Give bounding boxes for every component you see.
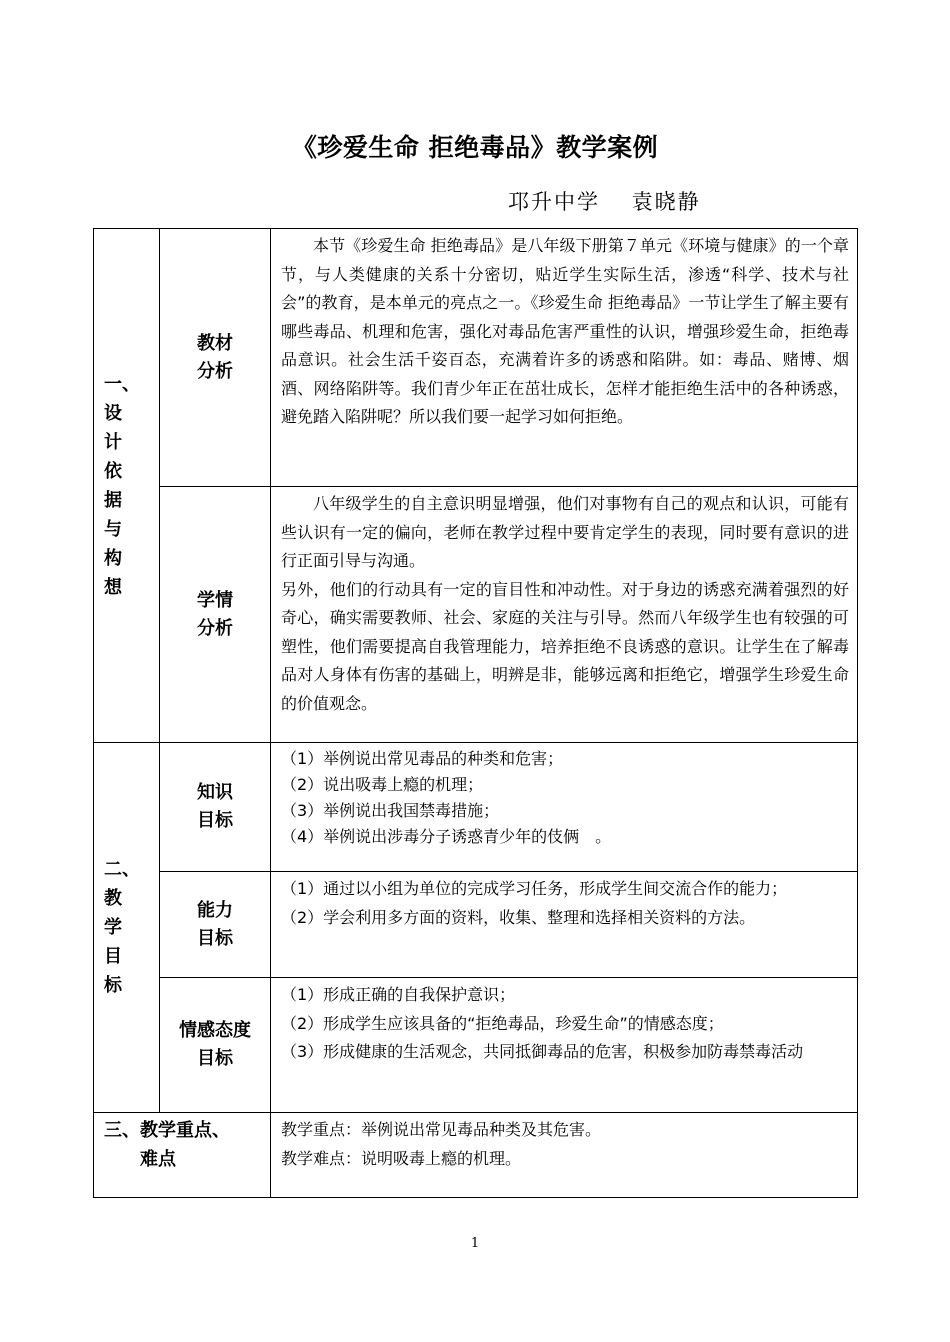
section-1-label: 一、 设 计 依 据 与 构 想 (94, 229, 160, 743)
page-number: 1 (470, 1236, 480, 1251)
key-points-content (271, 1113, 858, 1198)
ability-goals-content (271, 872, 858, 978)
table-row (94, 872, 858, 978)
section-2-label: 二、 教 学 目 标 (94, 743, 160, 1113)
row-label-attitude-goals: 情感态度 目标 (160, 978, 271, 1113)
row-label-student-analysis: 学情 分析 (160, 487, 271, 743)
list-item: （2）形成学生应该具备的“拒绝毒品，珍爱生命”的情感态度； (281, 1013, 724, 1033)
table-row (94, 743, 858, 872)
list-item: （2）学会利用多方面的资料，收集、整理和选择相关资料的方法。 (281, 907, 756, 927)
knowledge-goals-content (271, 743, 858, 872)
table-row (94, 1113, 858, 1198)
list-item: 教学重点：举例说出常见毒品种类及其危害。 (281, 1120, 602, 1139)
table-row (94, 487, 858, 743)
list-item: （3）形成健康的生活观念，共同抵御毒品的危害，积极参加防毒禁毒活动 (281, 1042, 804, 1061)
paragraph: 八年级学生的自主意识明显增强，他们对事物有自己的观点和认识，可能有些认识有一定的偏向，老师在教学过程中要肯定学生的表现，同时要有意识的进行正面引导与沟通。 (281, 494, 849, 570)
table-row (94, 229, 858, 487)
row-label-textbook-analysis: 教材 分析 (160, 229, 271, 487)
row-label-ability-goals: 能力 目标 (160, 872, 271, 978)
list-item: 教学难点：说明吸毒上瘾的机理。 (281, 1148, 522, 1168)
document-title: 《珍爱生命 拒绝毒品》教学案例 (291, 133, 659, 162)
list-item: （1）通过以小组为单位的完成学习任务，形成学生间交流合作的能力； (281, 879, 788, 898)
paragraph: 另外，他们的行动具有一定的盲目性和冲动性。对于身边的诱惑充满着强烈的好奇心，确实需要教师、社会、家庭的关注与引导。然而八年级学生也有较强的可塑性，他们需要提高自我管理能力，培养拒绝不良诱惑的意识。让学生在了解毒品对人身体有伤害的基础上，明辨是非，能够远离和拒绝它，增强学生珍爱生命的价值观念。 (281, 579, 849, 713)
table-row (94, 978, 858, 1113)
textbook-analysis-content (271, 229, 858, 487)
list-item: （3）举例说出我国禁毒措施； (281, 801, 500, 820)
student-analysis-content (271, 487, 858, 743)
list-item: （1）形成正确的自我保护意识； (281, 985, 516, 1004)
author-line: 邛升中学 袁晓静 (508, 190, 701, 214)
section-3-label: 三、教学重点、 难点 (94, 1113, 271, 1198)
lesson-plan-table (93, 228, 858, 1198)
list-item: （2）说出吸毒上瘾的机理； (281, 775, 484, 794)
list-item: （1）举例说出常见毒品的种类和危害； (281, 749, 564, 768)
row-label-knowledge-goals: 知识 目标 (160, 743, 271, 872)
paragraph: 本节《珍爱生命 拒绝毒品》是八年级下册第７单元《环境与健康》的一个章节，与人类健康的关系十分密切，贴近学生实际生活，渗透“科学、技术与社会”的教育，是本单元的亮点之一。《珍爱生命 拒绝毒品》一节让学生了解主要有哪些毒品、机理和危害，强化对毒品危害严重性的认识，增强珍爱生命，拒绝毒品意识。社会生活千姿百态，充满着许多的诱惑和陷阱。如：毒品、赌博、烟酒、网络陷阱等。我们青少年正在茁壮成长，怎样才能拒绝生活中的各种诱惑，避免踏入陷阱呢？所以我们要一起学习如何拒绝。 (281, 236, 849, 426)
attitude-goals-content (271, 978, 858, 1113)
list-item: （4）举例说出涉毒分子诱惑青少年的伎俩 。 (281, 827, 612, 846)
